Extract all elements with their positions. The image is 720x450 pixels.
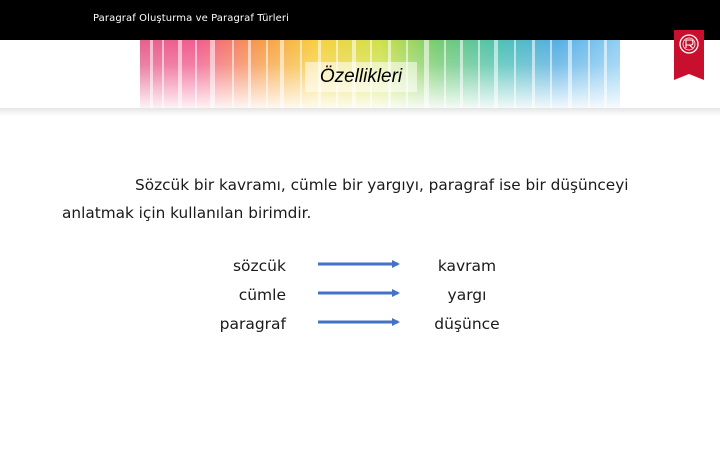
- header-divider: [0, 108, 720, 116]
- term-right-dusunce: düşünce: [434, 315, 500, 333]
- body-paragraph: Sözcük bir kavramı, cümle bir yargıyı, paragraf ise bir düşünceyi anlatmak için kullanılan birimdir.: [62, 176, 629, 222]
- top-bar: [0, 0, 720, 40]
- term-left-paragraf: paragraf: [219, 315, 286, 333]
- mapping-arrows: [312, 252, 412, 332]
- term-left-sozcuk: sözcük: [232, 257, 286, 275]
- term-left-cumle: cümle: [238, 286, 286, 304]
- slide-heading: Özellikleri: [305, 62, 417, 92]
- presentation-title: Paragraf Oluşturma ve Paragraf Türleri: [93, 13, 289, 24]
- logo-emblem-icon: [677, 32, 701, 56]
- term-right-kavram: kavram: [437, 257, 497, 275]
- term-right-yargi: yargı: [447, 286, 487, 304]
